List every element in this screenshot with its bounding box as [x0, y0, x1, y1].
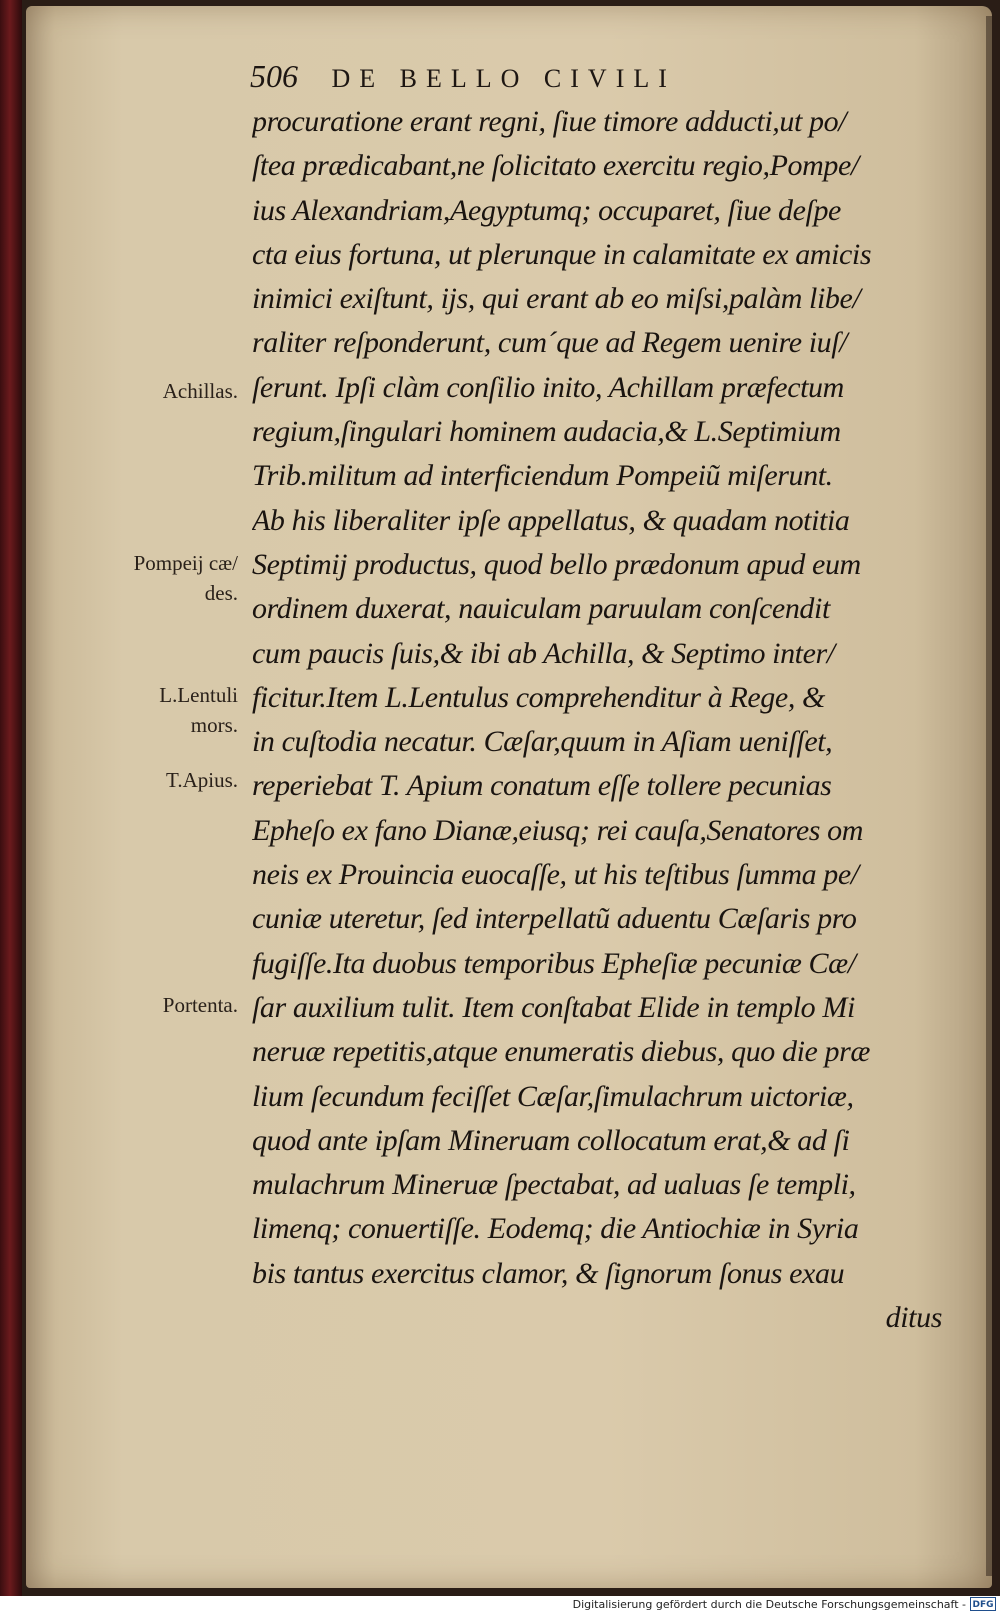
text-line: neis ex Prouincia euocaſſe, ut his teſtibus ſumma pe/: [252, 858, 859, 892]
page-header: [250, 58, 676, 95]
text-line: regium,ſingulari hominem audacia,& L.Septimium: [252, 415, 841, 449]
text-line: ſar auxilium tulit. Item conſtabat Elide in templo Mi: [252, 990, 855, 1024]
text-line: in cuſtodia necatur. Cæſar,quum in Aſiam ueniſſet,: [252, 725, 833, 759]
text-line: bis tantus exercitus clamor, & ſignorum ſonus exau: [252, 1256, 845, 1290]
catchword: ditus: [885, 1301, 942, 1335]
text-line: cta eius fortuna, ut plerunque in calamitate ex amicis: [252, 237, 872, 271]
text-line: reperiebat T. Apium conatum eſſe tollere pecunias: [252, 769, 832, 803]
dfg-logo: DFG: [970, 1597, 996, 1611]
main-text-block: [252, 100, 952, 1340]
text-line: Septimij productus, quod bello prædonum apud eum: [252, 547, 861, 581]
marginal-note-line: Pompeij cæ/: [133, 551, 238, 575]
marginal-note-line: mors.: [190, 713, 238, 737]
text-line: cuniæ uteretur, ſed interpellatũ aduentu Cæſaris pro: [252, 902, 857, 936]
text-line: cum paucis ſuis,& ibi ab Achilla, & Septimo inter/: [252, 636, 835, 670]
text-line: neruæ repetitis,atque enumeratis diebus, quo die præ: [252, 1035, 871, 1069]
text-line: Ab his liberaliter ipſe appellatus, & quadam notitia: [252, 503, 850, 537]
text-line: mulachrum Mineruæ ſpectabat, ad ualuas ſe templi,: [252, 1168, 856, 1202]
marginal-note: [163, 990, 238, 1020]
text-line: Trib.militum ad interficiendum Pompeiũ miſerunt.: [252, 459, 833, 493]
marginal-note: [159, 680, 238, 740]
marginal-note: [134, 548, 238, 608]
page-edge-shadow: [986, 16, 992, 1576]
marginal-note-line: des.: [204, 581, 238, 605]
marginal-note-line: T.Apius.: [166, 768, 238, 792]
marginal-note-line: Achillas.: [162, 379, 238, 403]
text-line: quod ante ipſam Mineruam collocatum erat,& ad ſi: [252, 1123, 850, 1157]
marginal-note: [163, 376, 238, 406]
running-title: DE BELLO CIVILI: [331, 64, 676, 93]
text-line: fugiſſe.Ita duobus temporibus Epheſiæ pecuniæ Cæ/: [252, 946, 856, 980]
text-line: ficitur.Item L.Lentulus comprehenditur à Rege, &: [252, 680, 825, 714]
text-line: ſerunt. Ipſi clàm conſilio inito, Achillam præfectum: [252, 370, 844, 404]
text-line: inimici exiſtunt, ijs, qui erant ab eo miſsi,palàm libe/: [252, 282, 861, 316]
book-spine: [0, 0, 22, 1596]
footer-credit: Digitalisierung gefördert durch die Deutsche Forschungsgemeinschaft -: [572, 1598, 966, 1611]
marginal-note-line: L.Lentuli: [159, 683, 238, 707]
marginal-note: [166, 765, 238, 795]
text-line: raliter reſponderunt, cum´que ad Regem uenire iuſ/: [252, 326, 848, 360]
text-line: ſtea prædicabant,ne ſolicitato exercitu regio,Pompe/: [252, 149, 859, 183]
text-line: ius Alexandriam,Aegyptumq; occuparet, ſiue deſpe: [252, 193, 841, 227]
text-line: lium ſecundum feciſſet Cæſar,ſimulachrum uictoriæ,: [252, 1079, 854, 1113]
text-line: Epheſo ex fano Dianæ,eiusq; rei cauſa,Senatores om: [252, 813, 863, 847]
text-line: ordinem duxerat, nauiculam paruulam conſcendit: [252, 592, 830, 626]
text-line: procuratione erant regni, ſiue timore adducti,ut po/: [252, 105, 847, 138]
text-line: limenq; conuertiſſe. Eodemq; die Antiochiæ in Syria: [252, 1212, 859, 1246]
marginal-note-line: Portenta.: [162, 993, 238, 1017]
page-number: 506: [250, 58, 298, 94]
footer-bar: [0, 1596, 1000, 1614]
